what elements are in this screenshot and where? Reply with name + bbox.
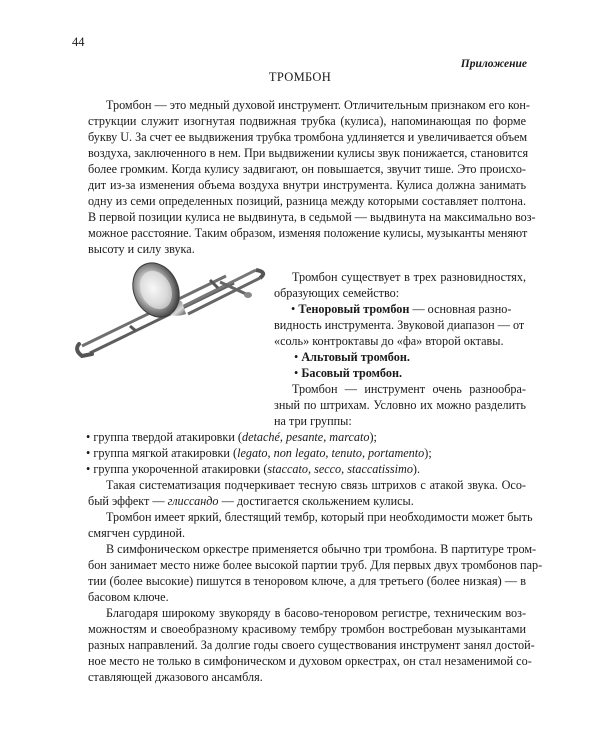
bass-item — [294, 365, 402, 381]
tenor-name: Теноровый тромбон — [298, 302, 410, 316]
body-line: Тромбон имеет яркий, блестящий тембр, который при необходимости может быть — [106, 510, 533, 524]
body-line: бон занимает место ниже более высокой партии труб. Для первых двух тромбонов пар- — [88, 558, 543, 572]
body-line: тии (более высокие) пишутся в теноровом ключе, а для третьего (более низкая) — в — [88, 574, 526, 588]
intro-line: можное расстояние. Таким образом, изменяя положение кулисы, музыканты меняют — [88, 226, 528, 240]
varieties-line: на три группы: — [274, 414, 352, 428]
alto-item — [294, 349, 410, 365]
bullet-icon: • — [294, 366, 299, 380]
varieties-line: Тромбон — инструмент очень разнообра- — [292, 382, 526, 396]
list-item: • группа твердой атакировки (detaché, pesante, marcato); — [86, 430, 377, 444]
bullet-icon: • — [86, 430, 94, 444]
alto-name: Альтовый тромбон. — [301, 350, 410, 364]
intro-line: воздуха, заключенного в нем. При выдвижении кулисы звук понижается, становится — [88, 146, 529, 160]
intro-line: более громким. Когда кулису задвигают, он повышается, звучит тише. Это происхо- — [88, 162, 526, 176]
section-title: ТРОМБОН — [268, 70, 332, 84]
intro-line: одну из семи определенных позиций, разница между которыми составляет полтона. — [88, 194, 526, 208]
body-line: ное место не только в симфоническом и духовом оркестрах, он стал незаменимой со- — [88, 654, 532, 668]
body-line: разных направлений. За долгие годы своего существования инструмент занял достой- — [88, 638, 535, 652]
running-title: Приложение — [460, 58, 527, 70]
body-line: бый эффект — глиссандо — достигается скольжением кулисы. — [88, 494, 414, 508]
intro-line: струкции служит изогнутая подвижная трубка (кулиса), напоминающая по форме — [88, 114, 526, 128]
bullet-icon: • — [294, 350, 299, 364]
glissando-term: глиссандо — [167, 494, 219, 508]
bullet-icon: • — [86, 462, 94, 476]
trombone-illustration — [70, 250, 270, 362]
list-item: • группа мягкой атакировки (legato, non legato, tenuto, portamento); — [86, 446, 432, 460]
intro-line: дит из-за изменения объема воздуха внутри инструмента. Кулиса должна занимать — [88, 178, 526, 192]
body-line: смягчен сурдиной. — [88, 526, 186, 540]
varieties-line: образующих семейство: — [274, 286, 400, 300]
intro-line: В первой позиции кулиса не выдвинута, в седьмой — выдвинута на максимально воз- — [88, 210, 536, 224]
varieties-line: зный по штрихам. Условно их можно разделить — [274, 398, 526, 412]
bass-name: Басовый тромбон. — [301, 366, 403, 380]
varieties-line: Тромбон существует в трех разновидностях, — [292, 270, 526, 284]
varieties-line: «соль» контроктавы до «фа» второй октавы. — [274, 334, 504, 348]
body-line: Такая систематизация подчеркивает тесную связь штрихов с атакой звука. Осо- — [106, 478, 526, 492]
term-list: staccato, secco, staccatissimo — [267, 462, 413, 476]
term-list: legato, non legato, tenuto, portamento — [237, 446, 425, 460]
bullet-icon: • — [86, 446, 94, 460]
intro-line: высоту и силу звука. — [88, 242, 195, 256]
term-list: detaché, pesante, marcato — [241, 430, 370, 444]
tenor-desc: — основная разно- — [409, 302, 512, 316]
bullet-icon: • — [291, 302, 296, 316]
tenor-item — [291, 301, 526, 317]
intro-line: Тромбон — это медный духовой инструмент. Отличительным признаком его кон- — [106, 98, 530, 112]
list-item: • группа укороченной атакировки (staccato, secco, staccatissimo). — [86, 462, 421, 476]
body-line: можностям и своеобразному красивому тембру тромбон востребован музыкантами — [88, 622, 526, 636]
intro-line: букву U. За счет ее выдвижения трубка тромбона удлиняется и увеличивается объем — [88, 130, 528, 144]
body-line: басовом ключе. — [88, 590, 169, 604]
body-line: В симфоническом оркестре применяется обычно три тромбона. В партитуре тром- — [106, 542, 537, 556]
body-line: ставляющей джазового ансамбля. — [88, 670, 263, 684]
varieties-line: видность инструмента. Звуковой диапазон — от — [274, 318, 525, 332]
page-number: 44 — [72, 35, 85, 49]
body-line: Благодаря широкому звукоряду в басово-теноровом регистре, техническим воз- — [106, 606, 526, 620]
